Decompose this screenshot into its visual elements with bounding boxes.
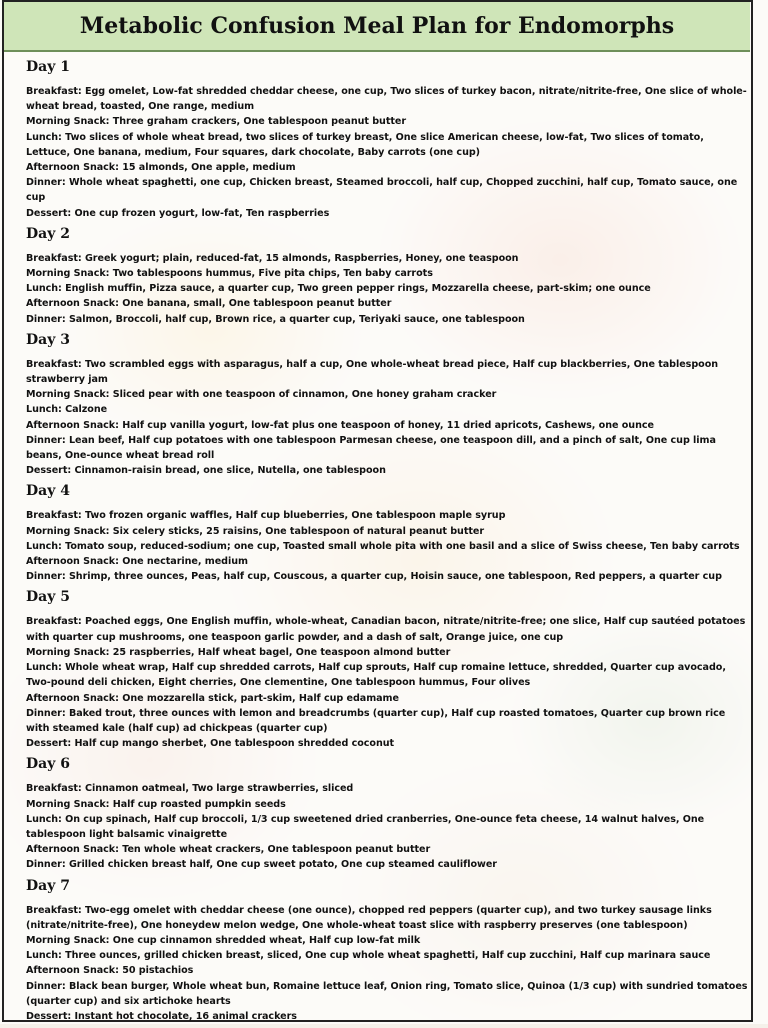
meal-label: Dinner: — [26, 707, 66, 719]
meal-entry — [26, 979, 751, 1009]
meal-label: Morning Snack: — [26, 389, 110, 401]
meal-items: Poached eggs, One English muffin, whole-wheat, Canadian bacon, nitrate/nitrite-free; one slice, Half cup sautéed potatoes with quarter cup mushrooms, one teaspoon garlic powder, and a dash of salt, Orange juice, one cup — [26, 616, 746, 643]
meal-entry — [26, 539, 751, 554]
meal-entry — [26, 691, 751, 706]
day-section — [26, 331, 751, 479]
day-section — [26, 588, 751, 751]
meal-label: Breakfast: — [26, 252, 82, 264]
meal-entry — [26, 312, 751, 327]
meal-label: Dessert: — [26, 1010, 72, 1022]
meal-entry — [26, 402, 751, 417]
meal-items: Instant hot chocolate, 16 animal crackers — [74, 1010, 297, 1022]
meal-entry — [26, 569, 751, 584]
meal-items: Half cup vanilla yogurt, low-fat plus one teaspoon of honey, 11 dried apricots, Cashews, one ounce — [122, 419, 654, 431]
meal-items: Two frozen organic waffles, Half cup blueberries, One tablespoon maple syrup — [84, 510, 506, 522]
meal-label: Afternoon Snack: — [26, 556, 119, 568]
meal-items: English muffin, Pizza sauce, a quarter cup, Two green pepper rings, Mozzarella cheese, part-skim; one ounce — [65, 283, 651, 295]
day-heading: Day 2 — [26, 225, 70, 242]
title-banner — [4, 2, 750, 52]
meal-items: Salmon, Broccoli, half cup, Brown rice, a quarter cup, Teriyaki sauce, one tablespoon — [68, 313, 525, 325]
day-heading: Day 1 — [26, 59, 70, 75]
meal-entry — [26, 933, 751, 948]
meal-label: Dinner: — [26, 434, 66, 446]
meal-entry — [26, 736, 751, 751]
meal-label: Morning Snack: — [26, 646, 110, 658]
meal-entry — [26, 660, 751, 690]
meal-entry — [26, 266, 751, 281]
meal-items: One banana, small, One tablespoon peanut butter — [122, 298, 392, 310]
meal-items: Baked trout, three ounces with lemon and breadcrumbs (quarter cup), Half cup roasted tomatoes, Quarter cup brown rice with steamed kale (half cup) ad chickpeas (quarter cup) — [26, 707, 726, 734]
day-heading: Day 3 — [26, 331, 70, 348]
meal-label: Lunch: — [26, 662, 62, 674]
day-section — [26, 482, 751, 584]
meal-entry — [26, 508, 751, 523]
meal-items: Half cup mango sherbet, One tablespoon shredded coconut — [74, 738, 395, 750]
meal-items: Three ounces, grilled chicken breast, sliced, One cup whole wheat spaghetti, Half cup zucchini, Half cup marinara sauce — [65, 950, 711, 962]
meal-label: Morning Snack: — [26, 525, 110, 537]
meal-entry — [26, 433, 751, 463]
meal-entry — [26, 251, 751, 266]
meal-items: Cinnamon-raisin bread, one slice, Nutella, one tablespoon — [74, 465, 386, 477]
day-heading: Day 4 — [26, 483, 70, 500]
meal-label: Lunch: — [26, 813, 62, 825]
meal-label: Afternoon Snack: — [26, 298, 119, 310]
meal-label: Lunch: — [26, 540, 62, 552]
meal-entry — [26, 614, 751, 644]
meal-entry — [26, 130, 751, 160]
meal-items: Two slices of whole wheat bread, two slices of turkey breast, One slice American cheese, low-fat, Two slices of tomato, Lettuce, One banana, medium, Four squares, dark chocolate, Baby carrots (one cup) — [26, 131, 704, 158]
meal-entry — [26, 114, 751, 129]
meal-items: Whole wheat spaghetti, one cup, Chicken breast, Steamed broccoli, half cup, Chopped zucchini, half cup, Tomato sauce, one cup — [26, 177, 738, 204]
meal-entry — [26, 963, 751, 978]
meal-items: Sliced pear with one teaspoon of cinnamon, One honey graham cracker — [112, 389, 497, 401]
day-section — [26, 755, 751, 872]
meal-items: Black bean burger, Whole wheat bun, Romaine lettuce leaf, Onion ring, Tomato slice, Quinoa (1/3 cup) with sundried tomatoes (quarter cup) and six artichoke hearts — [26, 980, 748, 1007]
meal-items: Shrimp, three ounces, Peas, half cup, Couscous, a quarter cup, Hoisin sauce, one tablespoon, Red peppers, a quarter cup — [68, 571, 722, 583]
meal-label: Morning Snack: — [26, 798, 110, 810]
day-section — [26, 877, 751, 1025]
meal-entry — [26, 418, 751, 433]
meal-label: Lunch: — [26, 131, 62, 143]
meal-items: One cup frozen yogurt, low-fat, Ten raspberries — [74, 207, 330, 219]
meal-label: Dinner: — [26, 859, 66, 871]
meal-label: Breakfast: — [26, 616, 82, 628]
day-section — [26, 225, 751, 327]
meal-items: On cup spinach, Half cup broccoli, 1/3 cup sweetened dried cranberries, One-ounce feta cheese, 14 walnut halves, One tablespoon light balsamic vinaigrette — [26, 813, 705, 840]
day-heading: Day 7 — [26, 877, 70, 894]
day-heading: Day 6 — [26, 756, 70, 773]
meal-label: Breakfast: — [26, 904, 82, 916]
meal-entry — [26, 524, 751, 539]
meal-label: Breakfast: — [26, 510, 82, 522]
meal-label: Morning Snack: — [26, 934, 110, 946]
meal-items: 50 pistachios — [122, 965, 194, 977]
meal-entry — [26, 206, 751, 221]
meal-items: Greek yogurt; plain, reduced-fat, 15 almonds, Raspberries, Honey, one teaspoon — [84, 252, 519, 264]
meal-entry — [26, 84, 751, 114]
meal-items: Cinnamon oatmeal, Two large strawberries, sliced — [84, 783, 354, 795]
day-heading: Day 5 — [26, 589, 70, 606]
meal-entry — [26, 842, 751, 857]
meal-label: Dessert: — [26, 207, 72, 219]
meal-entry — [26, 797, 751, 812]
meal-items: 15 almonds, One apple, medium — [122, 162, 296, 174]
meal-items: Six celery sticks, 25 raisins, One tablespoon of natural peanut butter — [112, 525, 485, 537]
meal-items: Half cup roasted pumpkin seeds — [112, 798, 286, 810]
meal-entry — [26, 296, 751, 311]
meal-items: Grilled chicken breast half, One cup sweet potato, One cup steamed cauliflower — [68, 859, 497, 871]
meal-entry — [26, 948, 751, 963]
meal-entry — [26, 812, 751, 842]
meal-entry — [26, 160, 751, 175]
meal-plan-content — [26, 58, 751, 1028]
meal-label: Morning Snack: — [26, 268, 110, 280]
day-section — [26, 58, 751, 221]
meal-label: Dinner: — [26, 980, 66, 992]
meal-label: Dinner: — [26, 571, 66, 583]
meal-label: Afternoon Snack: — [26, 965, 119, 977]
meal-items: Two scrambled eggs with asparagus, half a cup, One whole-wheat bread piece, Half cup blackberries, One tablespoon strawberry jam — [26, 358, 719, 386]
meal-label: Lunch: — [26, 950, 62, 962]
meal-label: Breakfast: — [26, 86, 82, 97]
meal-items: Two tablespoons hummus, Five pita chips, Ten baby carrots — [112, 268, 433, 280]
meal-items: Lean beef, Half cup potatoes with one tablespoon Parmesan cheese, one teaspoon dill, and a pinch of salt, One cup lima beans, One-ounce wheat bread roll — [26, 434, 716, 462]
meal-entry — [26, 645, 751, 660]
meal-label: Breakfast: — [26, 783, 82, 795]
meal-label: Afternoon Snack: — [26, 844, 119, 856]
meal-label: Morning Snack: — [26, 116, 110, 128]
meal-label: Afternoon Snack: — [26, 692, 119, 704]
meal-entry — [26, 357, 751, 387]
meal-items: Egg omelet, Low-fat shredded cheddar cheese, one cup, Two slices of turkey bacon, nitrate/nitrite-free, One slice of whole-wheat bread, toasted, One range, medium — [26, 86, 747, 113]
meal-entry — [26, 463, 751, 478]
meal-items: 25 raspberries, Half wheat bagel, One teaspoon almond butter — [112, 646, 451, 658]
meal-items: Ten whole wheat crackers, One tablespoon peanut butter — [122, 844, 431, 856]
meal-entry — [26, 1009, 751, 1024]
meal-entry — [26, 903, 751, 933]
meal-entry — [26, 706, 751, 736]
meal-entry — [26, 857, 751, 872]
meal-label: Dinner: — [26, 313, 66, 325]
meal-items: One mozzarella stick, part-skim, Half cup edamame — [122, 692, 399, 704]
meal-label: Dessert: — [26, 465, 72, 477]
meal-entry — [26, 175, 751, 205]
meal-label: Lunch: — [26, 404, 62, 416]
meal-entry — [26, 554, 751, 569]
meal-entry — [26, 281, 751, 296]
meal-items: One nectarine, medium — [122, 556, 248, 568]
meal-items: Two-egg omelet with cheddar cheese (one ounce), chopped red peppers (quarter cup), and two turkey sausage links (nitrate/nitrite-free), One honeydew melon wedge, One whole-wheat toast slice with raspberry preserves (one tablespoon) — [26, 904, 712, 931]
meal-label: Breakfast: — [26, 358, 82, 370]
meal-label: Dessert: — [26, 738, 72, 750]
meal-label: Afternoon Snack: — [26, 162, 119, 174]
meal-label: Dinner: — [26, 177, 66, 189]
meal-entry — [26, 387, 751, 402]
page-title: Metabolic Confusion Meal Plan for Endomorphs — [79, 13, 675, 39]
meal-label: Afternoon Snack: — [26, 419, 119, 431]
meal-items: Calzone — [65, 404, 108, 416]
meal-label: Lunch: — [26, 283, 62, 295]
meal-entry — [26, 781, 751, 796]
meal-items: Three graham crackers, One tablespoon peanut butter — [112, 116, 407, 128]
meal-items: Whole wheat wrap, Half cup shredded carrots, Half cup sprouts, Half cup romaine lettuce, shredded, Quarter cup avocado, Two-pound deli chicken, Eight cherries, One clementine, One tablespoon hummus, Four olives — [26, 662, 726, 689]
meal-items: Tomato soup, reduced-sodium; one cup, Toasted small whole pita with one basil and a slice of Swiss cheese, Ten baby carrots — [65, 540, 740, 552]
meal-items: One cup cinnamon shredded wheat, Half cup low-fat milk — [112, 934, 421, 946]
